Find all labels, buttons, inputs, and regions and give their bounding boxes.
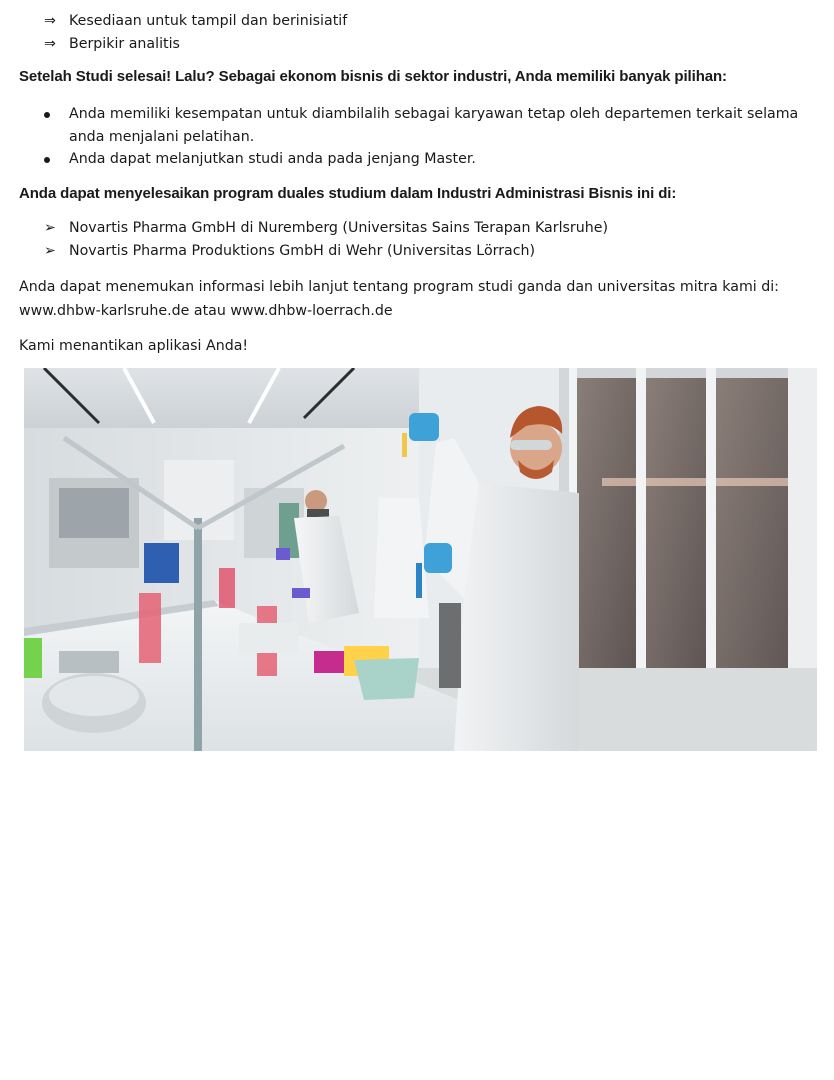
info-paragraph: Anda dapat menemukan informasi lebih lanjut tentang program studi ganda dan universitas mitra kami di: www.dhbw-karlsruhe.de atau www.dhbw-loerrach.de xyxy=(19,279,779,319)
list-item xyxy=(44,148,814,171)
options-list xyxy=(44,103,814,171)
options-heading: Setelah Studi selesai! Lalu? Sebagai ekonom bisnis di sektor industri, Anda memiliki banyak pilihan: xyxy=(19,68,727,85)
list-item-text: Novartis Pharma GmbH di Nuremberg (Universitas Sains Terapan Karlsruhe) xyxy=(69,220,608,236)
list-item xyxy=(44,240,814,263)
list-item-text: Kesediaan untuk tampil dan berinisiatif xyxy=(69,13,348,29)
arrowhead-icon: ➢ xyxy=(44,243,56,259)
qualities-list xyxy=(44,10,814,56)
list-item-text: Anda dapat melanjutkan studi anda pada jenjang Master. xyxy=(69,151,476,167)
laboratory-photo xyxy=(24,368,817,751)
arrowhead-icon: ➢ xyxy=(44,220,56,236)
list-item xyxy=(44,33,814,56)
locations-heading: Anda dapat menyelesaikan program duales studium dalam Industri Administrasi Bisnis ini di: xyxy=(19,185,677,202)
locations-list xyxy=(44,217,814,263)
list-item-text: Anda memiliki kesempatan untuk diambilalih sebagai karyawan tetap oleh departemen terkait selama anda menjalani pelatihan. xyxy=(69,106,799,145)
list-item xyxy=(44,10,814,33)
bullet-icon xyxy=(44,148,62,171)
bullet-icon xyxy=(44,103,62,126)
list-item-text: Novartis Pharma Produktions GmbH di Wehr (Universitas Lörrach) xyxy=(69,243,536,259)
closing-paragraph: Kami menantikan aplikasi Anda! xyxy=(19,338,249,354)
list-item xyxy=(44,103,814,148)
list-item xyxy=(44,217,814,240)
list-item-text: Berpikir analitis xyxy=(69,36,180,52)
arrow-icon: ⇒ xyxy=(44,36,56,52)
arrow-icon: ⇒ xyxy=(44,13,56,29)
